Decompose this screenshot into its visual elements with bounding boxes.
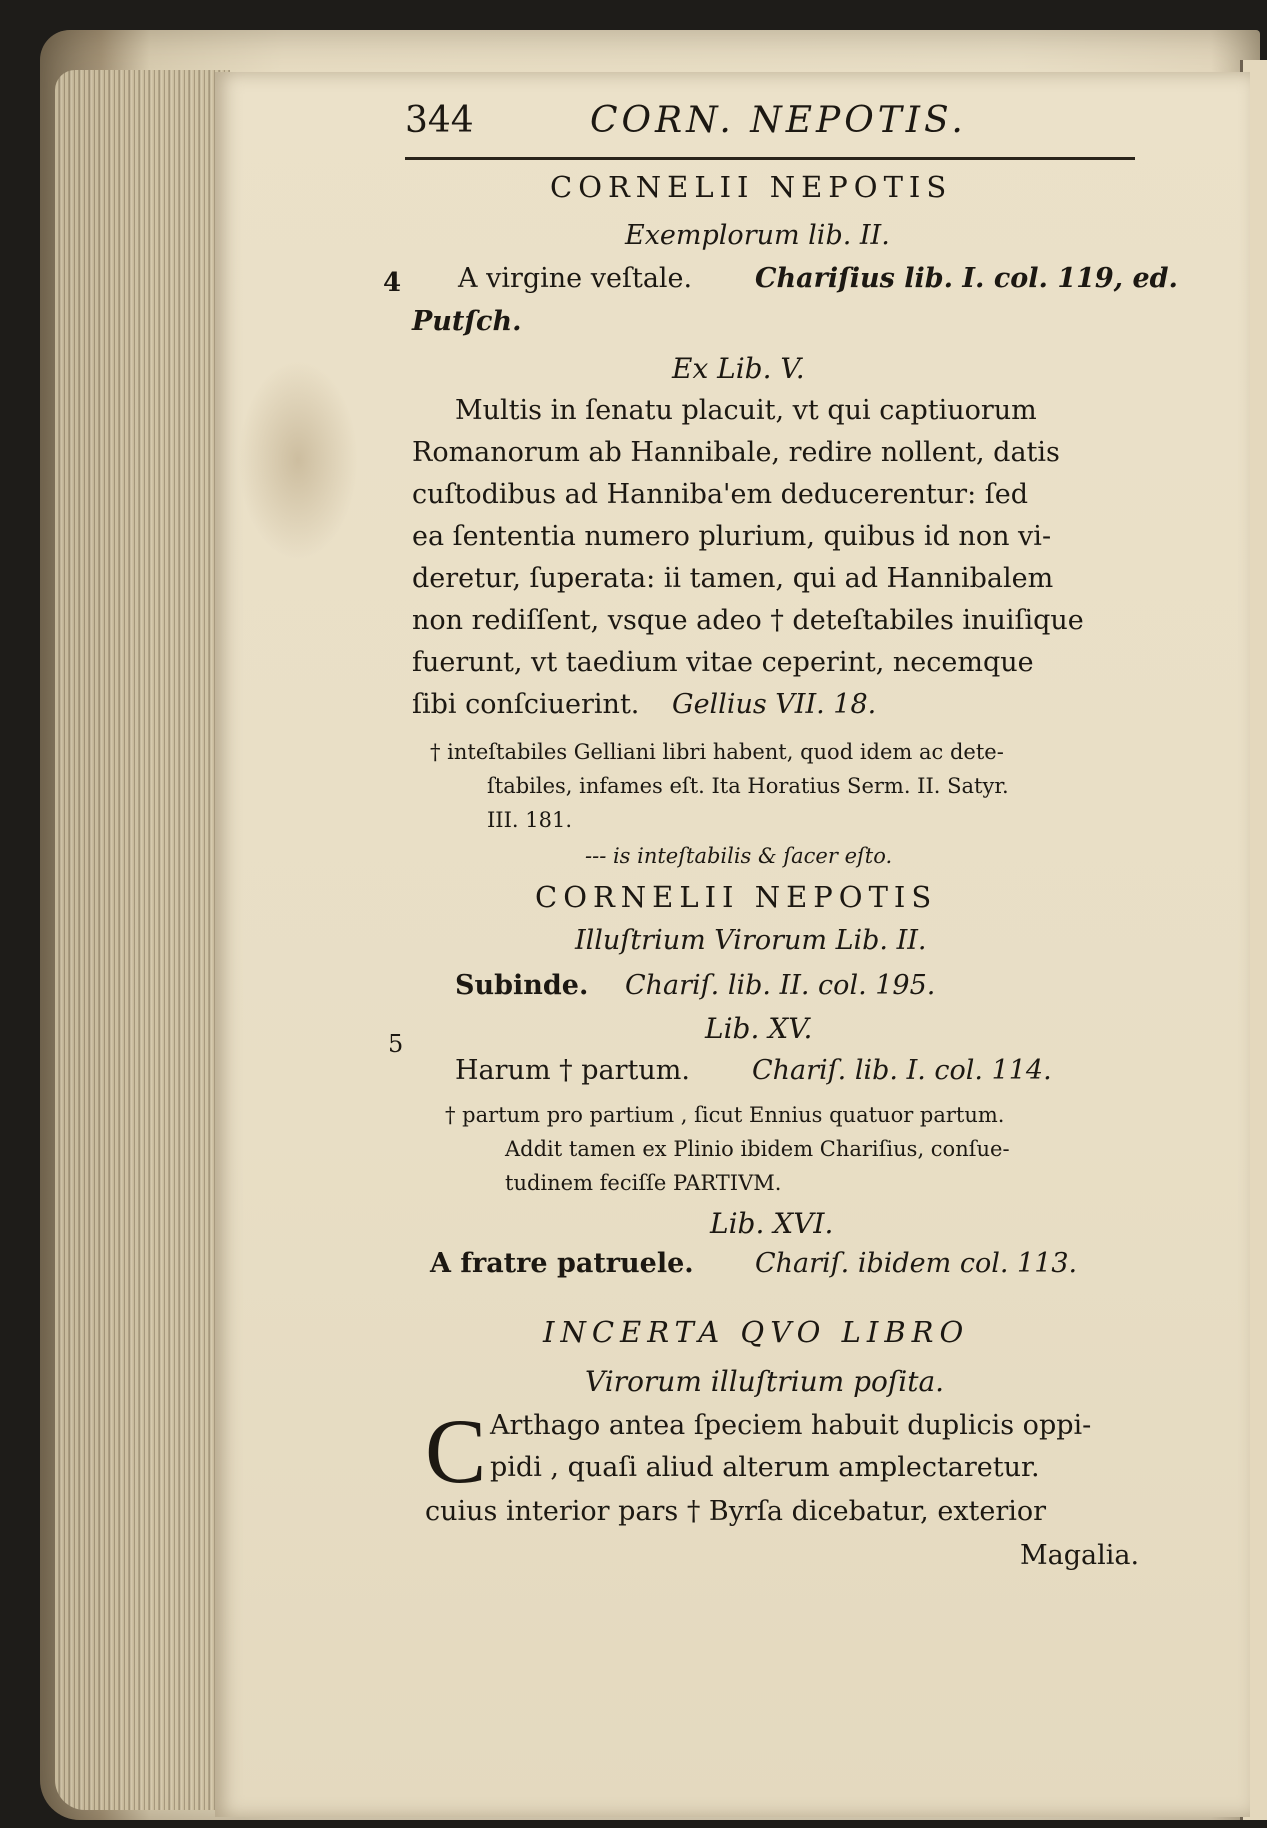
running-title: CORN. NEPOTIS. (590, 100, 967, 141)
catchword: Magalia. (1020, 1540, 1140, 1571)
section3-line2-ref: Chariſ. lib. I. col. 114. (752, 1055, 1052, 1086)
page-number: 344 (405, 100, 474, 141)
header-rule (405, 157, 1135, 160)
section2-line-3: cuſtodibus ad Hanniba'em deducerentur: ſed (412, 479, 1029, 510)
section3-line1-ref: Chariſ. lib. II. col. 195. (625, 970, 936, 1001)
section1-line1-ref: Chariſius lib. I. col. 119, ed. (755, 263, 1178, 294)
margin-number-5: 5 (388, 1030, 404, 1058)
section3-line1: Subinde. (455, 970, 589, 1001)
section2-line-5: deretur, ſuperata: ii tamen, qui ad Hannibalem (412, 563, 1054, 594)
section2-note-3: III. 181. (487, 808, 572, 832)
section4-line3: cuius interior pars † Byrſa dicebatur, exterior (425, 1496, 1047, 1527)
section3-heading: CORNELII NEPOTIS (535, 880, 938, 914)
section4-subheading: Virorum illuſtrium poſita. (585, 1365, 945, 1398)
section2-note-1: † inteſtabiles Gelliani libri habent, quod idem ac dete- (430, 740, 1004, 764)
section3-note-2: Addit tamen ex Plinio ibidem Chariſius, conſue- (505, 1137, 1010, 1161)
section3-subheading: Illuſtrium Virorum Lib. II. (575, 925, 927, 956)
section2-line-8: ſibi conſciuerint. (412, 689, 640, 720)
section3-note-1: † partum pro partium , ſicut Ennius quatuor partum. (445, 1103, 1005, 1127)
page-edges (55, 70, 230, 1810)
section3-line3-ref: Chariſ. ibidem col. 113. (755, 1248, 1078, 1279)
section4-heading: INCERTA QVO LIBRO (543, 1315, 970, 1349)
section1-subheading: Exemplorum lib. II. (625, 220, 890, 251)
section2-quote: --- is inteſtabilis & ſacer eſto. (585, 844, 893, 868)
section4-line1: Arthago antea ſpeciem habuit duplicis oppi- (490, 1410, 1092, 1441)
section2-line-1: Multis in ſenatu placuit, vt qui captiuorum (455, 395, 1037, 426)
section2-line-6: non rediſſent, vsque adeo † deteſtabiles inuiſique (412, 605, 1084, 636)
section3-line3: A fratre patruele. (430, 1248, 694, 1279)
section1-line2: Putſch. (412, 306, 522, 337)
page-stain (238, 360, 358, 560)
section2-note-2: ſtabiles, infames eſt. Ita Horatius Serm. II. Satyr. (487, 774, 1009, 798)
section3-note-3: tudinem feciſſe PARTIVM. (505, 1171, 782, 1195)
margin-number-4: 4 (383, 268, 402, 298)
section4-line2: pidi , quaſi aliud alterum amplectaretur. (490, 1452, 1040, 1483)
section1-line1: A virgine veſtale. (458, 263, 693, 294)
section1-heading: CORNELII NEPOTIS (550, 170, 953, 204)
section2-ref: Gellius VII. 18. (672, 689, 877, 720)
section2-line-4: ea ſententia numero plurium, quibus id non vi- (412, 521, 1052, 552)
section3-lib15: Lib. XV. (705, 1012, 813, 1045)
section2-line-2: Romanorum ab Hannibale, redire nollent, datis (412, 437, 1060, 468)
section3-line2: Harum † partum. (455, 1055, 690, 1086)
drop-cap: C (425, 1400, 487, 1502)
section3-lib16: Lib. XVI. (710, 1207, 834, 1240)
section2-heading: Ex Lib. V. (672, 352, 805, 385)
section2-line-7: fuerunt, vt taedium vitae ceperint, necemque (412, 647, 1034, 678)
